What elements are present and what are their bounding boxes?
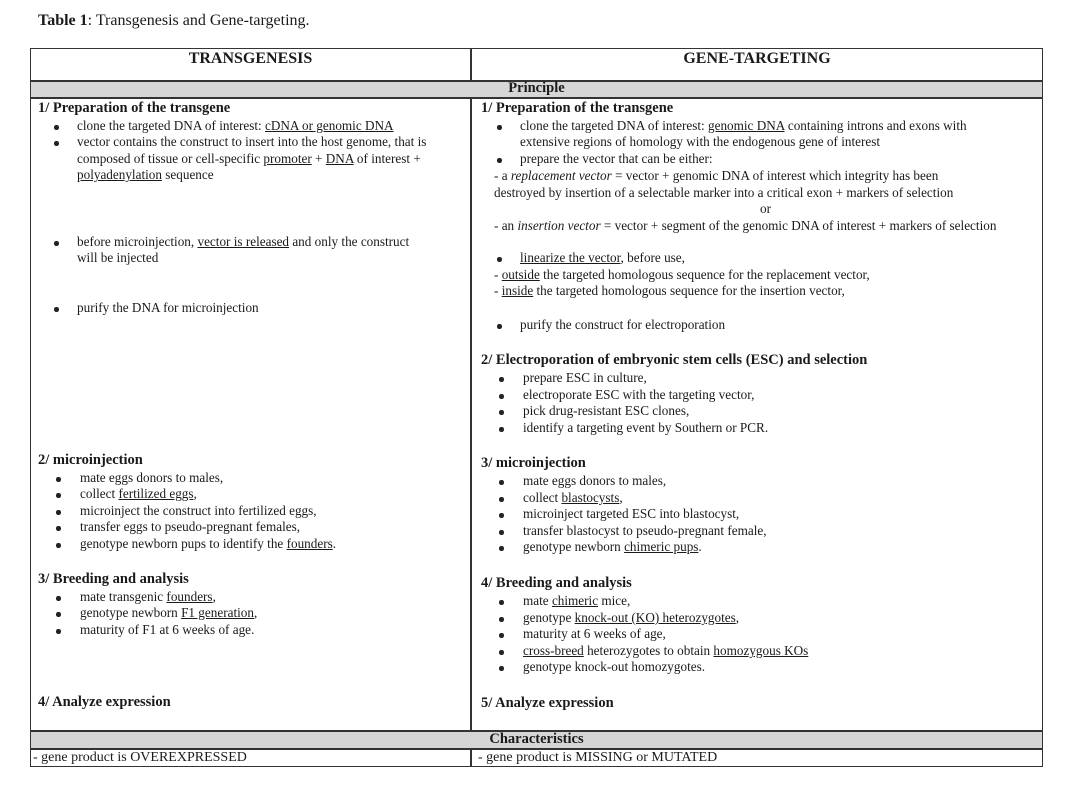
list-item: collect blastocysts, (523, 490, 623, 505)
list-item: prepare ESC in culture, (523, 370, 647, 385)
transgenesis-characteristic: - gene product is OVEREXPRESSED (33, 750, 247, 765)
bullet-icon (56, 526, 61, 531)
list-item-continuation: composed of tissue or cell-specific promoter + DNA of interest + (77, 151, 421, 166)
caption-text: : Transgenesis and Gene-targeting. (87, 12, 310, 29)
replacement-vector-text: destroyed by insertion of a selectable marker into a critical exon + markers of selection (494, 185, 954, 200)
bullet-icon (497, 125, 502, 130)
column-header-transgenesis: TRANSGENESIS (188, 50, 313, 67)
bullet-icon (499, 546, 504, 551)
transgenesis-step-4-heading: 4/ Analyze expression (38, 694, 171, 710)
transgenesis-step-3-heading: 3/ Breeding and analysis (38, 571, 189, 587)
bullet-icon (54, 307, 59, 312)
bullet-icon (499, 650, 504, 655)
list-item-continuation: will be injected (77, 250, 159, 265)
gene-targeting-step-5-heading: 5/ Analyze expression (481, 695, 614, 711)
bullet-icon (499, 394, 504, 399)
bullet-icon (499, 530, 504, 535)
bullet-icon (56, 629, 61, 634)
column-header-gene-targeting: GENE-TARGETING (683, 50, 831, 67)
bullet-icon (56, 612, 61, 617)
gene-targeting-step-2-heading: 2/ Electroporation of embryonic stem cells (ESC) and selection (481, 352, 868, 368)
list-item: mate chimeric mice, (523, 593, 631, 608)
bullet-icon (499, 633, 504, 638)
gene-targeting-step-4-heading: 4/ Breeding and analysis (481, 575, 632, 591)
list-item: collect fertilized eggs, (80, 486, 197, 501)
gene-targeting-step-3-heading: 3/ microinjection (481, 455, 586, 471)
transgenesis-step-1-heading: 1/ Preparation of the transgene (38, 100, 231, 116)
or-separator: or (760, 201, 771, 216)
list-item: purify the construct for electroporation (520, 317, 726, 332)
insertion-vector-text: - an insertion vector = vector + segment of the genomic DNA of interest + markers of selection (494, 218, 997, 233)
list-item: transfer blastocyst to pseudo-pregnant female, (523, 523, 767, 538)
list-item: maturity of F1 at 6 weeks of age. (80, 622, 255, 637)
bullet-icon (499, 410, 504, 415)
list-item: mate transgenic founders, (80, 589, 216, 604)
bullet-icon (497, 257, 502, 262)
list-item: genotype knock-out homozygotes. (523, 659, 706, 674)
bullet-icon (56, 493, 61, 498)
list-item: pick drug-resistant ESC clones, (523, 403, 690, 418)
list-item: prepare the vector that can be either: (520, 151, 713, 166)
list-item: genotype newborn chimeric pups. (523, 539, 702, 554)
column-divider (470, 748, 472, 767)
list-item: genotype newborn pups to identify the founders. (80, 536, 337, 551)
list-item: electroporate ESC with the targeting vector, (523, 387, 755, 402)
bullet-icon (56, 596, 61, 601)
list-item-continuation: extensive regions of homology with the endogenous gene of interest (520, 134, 881, 149)
list-item: before microinjection, vector is released and only the construct (77, 234, 410, 249)
bullet-icon (499, 377, 504, 382)
list-item: identify a targeting event by Southern or PCR. (523, 420, 769, 435)
table-caption (38, 12, 310, 30)
list-item: microinject the construct into fertilized eggs, (80, 503, 317, 518)
list-item: genotype newborn F1 generation, (80, 605, 258, 620)
list-item: microinject targeted ESC into blastocyst, (523, 506, 740, 521)
bullet-icon (54, 241, 59, 246)
replacement-vector-text: - a replacement vector = vector + genomic DNA of interest which integrity has been (494, 168, 939, 183)
section-characteristics: Characteristics (489, 731, 584, 747)
bullet-icon (499, 666, 504, 671)
list-item: cross-breed heterozygotes to obtain homozygous KOs (523, 643, 809, 658)
list-item: genotype knock-out (KO) heterozygotes, (523, 610, 740, 625)
list-item: purify the DNA for microinjection (77, 300, 259, 315)
bullet-icon (54, 141, 59, 146)
bullet-icon (499, 513, 504, 518)
gene-targeting-step-1-heading: 1/ Preparation of the transgene (481, 100, 674, 116)
rule (31, 97, 1042, 99)
caption-label: Table 1 (38, 12, 88, 29)
bullet-icon (497, 158, 502, 163)
bullet-icon (56, 477, 61, 482)
bullet-icon (499, 600, 504, 605)
section-principle: Principle (508, 80, 565, 96)
list-item: vector contains the construct to insert into the host genome, that is (77, 134, 427, 149)
bullet-icon (497, 324, 502, 329)
bullet-icon (499, 427, 504, 432)
gene-targeting-characteristic: - gene product is MISSING or MUTATED (478, 750, 718, 765)
bullet-icon (499, 480, 504, 485)
transgenesis-step-2-heading: 2/ microinjection (38, 452, 143, 468)
bullet-icon (56, 510, 61, 515)
list-item-continuation: - outside the targeted homologous sequence for the replacement vector, (494, 267, 870, 282)
column-divider (470, 97, 472, 731)
bullet-icon (499, 617, 504, 622)
list-item: mate eggs donors to males, (523, 473, 667, 488)
list-item: clone the targeted DNA of interest: genomic DNA containing introns and exons with (520, 118, 967, 133)
bullet-icon (54, 125, 59, 130)
list-item: mate eggs donors to males, (80, 470, 224, 485)
list-item-continuation: polyadenylation sequence (77, 167, 214, 182)
list-item: maturity at 6 weeks of age, (523, 626, 666, 641)
bullet-icon (56, 543, 61, 548)
list-item: linearize the vector, before use, (520, 250, 685, 265)
bullet-icon (499, 497, 504, 502)
list-item: transfer eggs to pseudo-pregnant females, (80, 519, 301, 534)
list-item: clone the targeted DNA of interest: cDNA or genomic DNA (77, 118, 394, 133)
list-item-continuation: - inside the targeted homologous sequence for the insertion vector, (494, 283, 845, 298)
